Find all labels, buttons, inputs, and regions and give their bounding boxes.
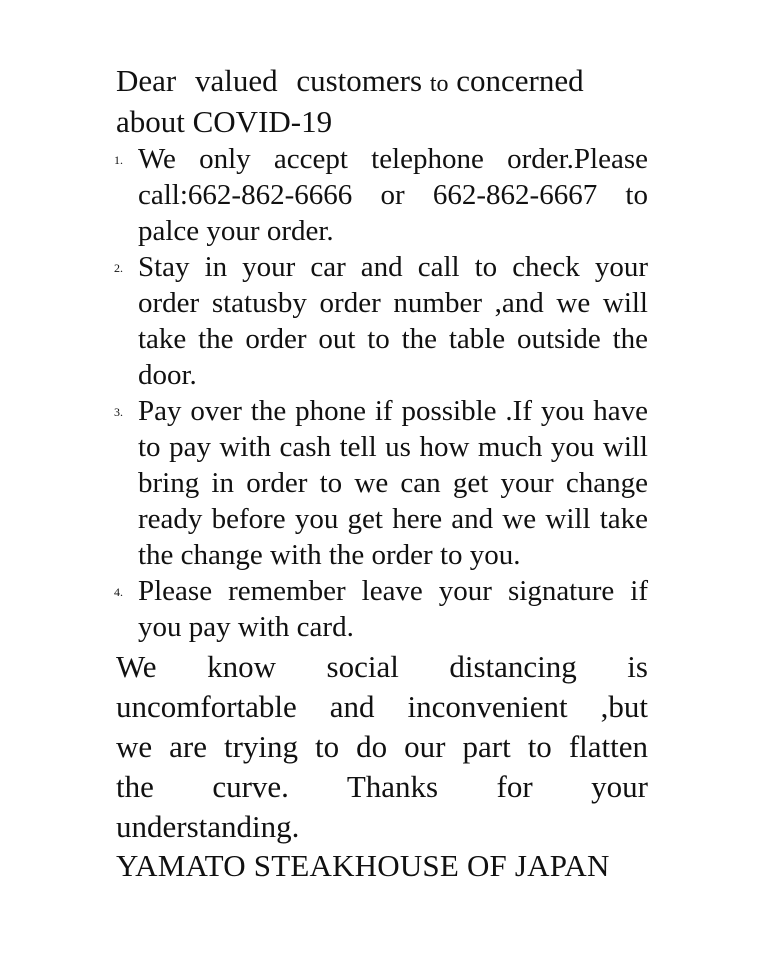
closing-line: uncomfortable and inconvenient ,but [116,689,648,724]
greeting-small-word: to [429,71,449,97]
item-number: 4. [114,585,123,599]
item-text: We only accept telephone order.Please call:662-862-6666 or 662-862-6667 to palce your order. [138,143,648,247]
instruction-item [116,393,648,573]
item-number: 1. [114,153,123,167]
greeting-part1: Dear valued customers [116,63,423,98]
item-number: 3. [114,405,123,419]
greeting-part2: concerned [456,63,584,98]
greeting-line2: about COVID-19 [116,104,333,139]
restaurant-signoff: YAMATO STEAKHOUSE OF JAPAN [116,848,610,883]
item-number: 2. [114,261,123,275]
notice-greeting [116,62,648,141]
covid-notice [116,62,648,885]
instruction-item [116,573,648,645]
item-text: Please remember leave your signature if you pay with card. [138,575,648,643]
instruction-list [116,141,648,645]
closing-line: we are trying to do our part to flatten [116,729,648,764]
instruction-item [116,249,648,393]
closing-line: understanding. [116,809,300,844]
item-text: Stay in your car and call to check your order statusby order number ,and we will take the order out to the table outside the door. [138,251,648,391]
closing-line: We know social distancing is [116,649,648,684]
closing-line: the curve. Thanks for your [116,769,648,804]
item-text: Pay over the phone if possible .If you have to pay with cash tell us how much you will bring in order to we can get your change ready before you get here and we will take the change with the order to you. [138,395,648,571]
instruction-item [116,141,648,249]
closing-message [116,647,648,847]
